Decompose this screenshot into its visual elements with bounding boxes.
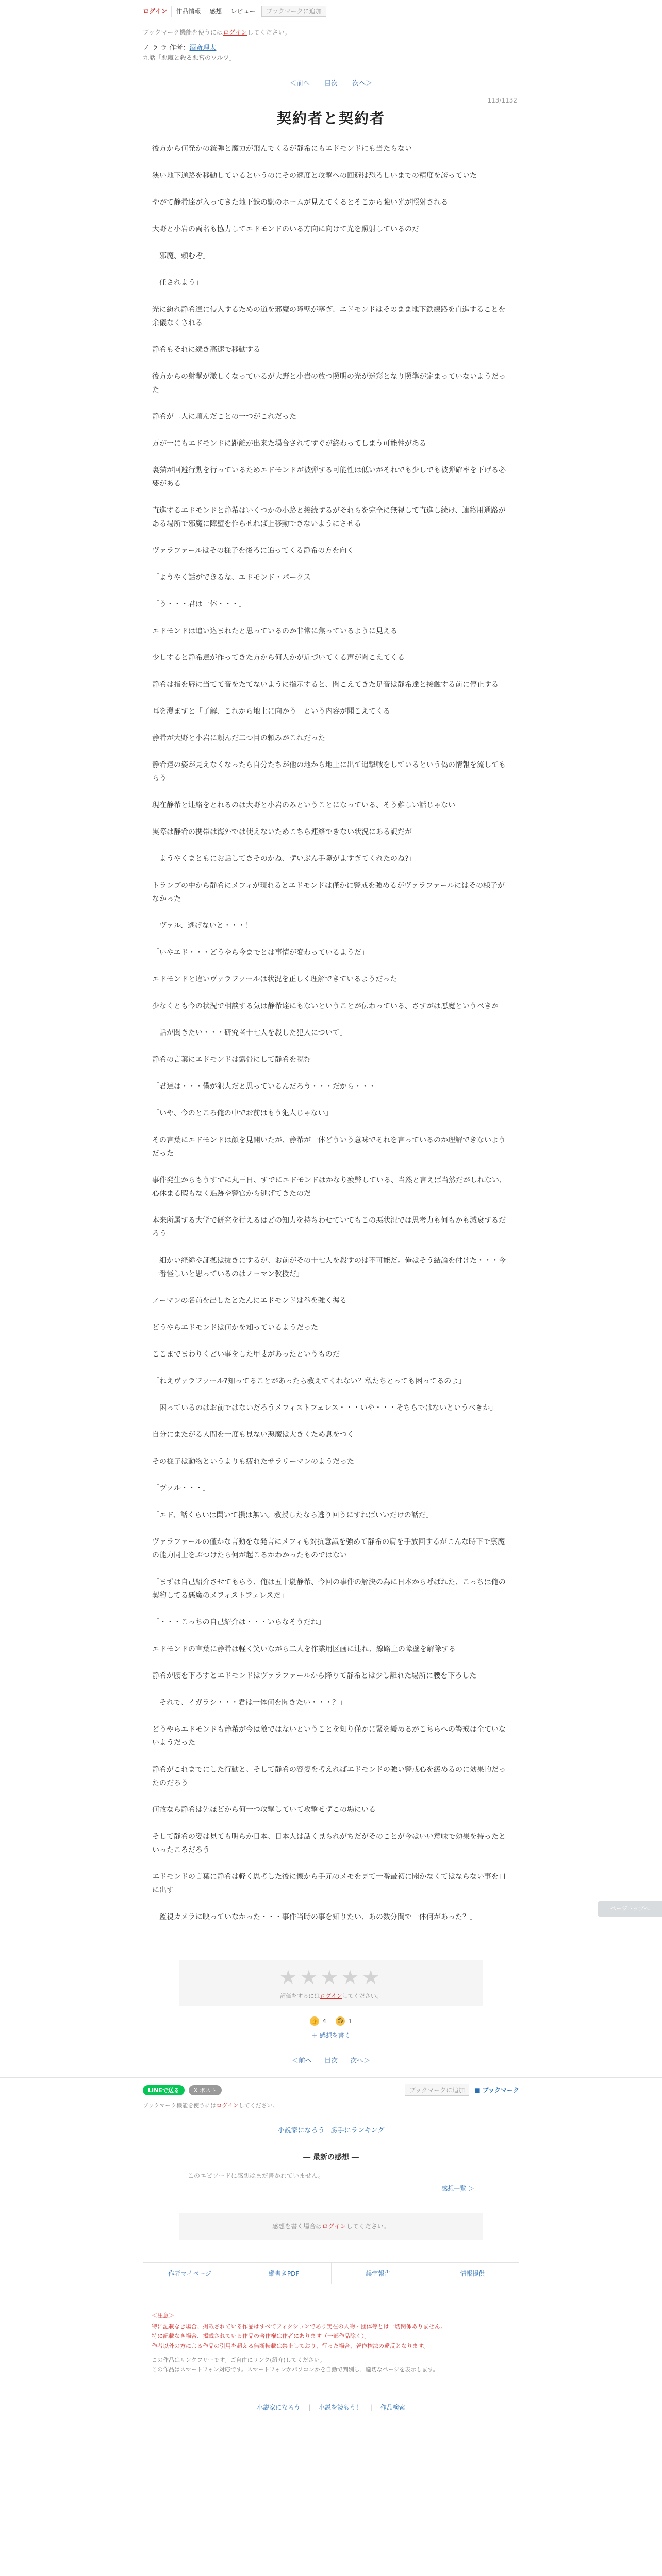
author-line (143, 44, 519, 53)
pager-top (143, 78, 519, 88)
ranking-left: 小説家になろう (277, 2127, 325, 2134)
novel-paragraph: 「ヴァル、逃げないと・・・！」 (152, 922, 260, 930)
novel-paragraph: 万が一にもエドモンドに距離が出来た場合されてすぐが終わってしまう可能性がある (152, 439, 426, 448)
novel-paragraph: トランプの中から静希にメフィが現れるとエドモンドは僅かに警戒を強めるがヴァラファールにはその様子がなかった (152, 882, 505, 903)
login-box-link[interactable]: ログイン (322, 2223, 346, 2230)
novel-paragraph: どうやらエドモンドは何かを知っているようだった (152, 1324, 318, 1332)
novel-paragraph: その言葉にエドモンドは顔を見開いたが、静希が一体どういう意味でそれを言っているのか理解できないようだった (152, 1136, 506, 1158)
top-navigation (143, 0, 519, 23)
bookmark-actions (405, 2084, 519, 2096)
bottom-link-search[interactable]: 作品検索 (380, 2404, 405, 2411)
novel-paragraph: 「それで、イガラシ・・・君は一体何を聞きたい・・・？」 (152, 1699, 347, 1707)
line-share-button[interactable]: LINEで送る (143, 2085, 185, 2095)
rating-box (179, 1960, 483, 2006)
toc-link[interactable]: 目次 (324, 2057, 338, 2065)
caution-grey-line: この作品はスマートフォン対応です。スマートフォンかパソコンかを自動で判別し、適切なページを表示します。 (152, 2366, 439, 2373)
rating-note-suffix: してください。 (342, 1993, 382, 1999)
series-info (143, 44, 519, 62)
vertical-pdf-link[interactable]: 縦書きPDF (237, 2263, 332, 2284)
novel-paragraph: その様子は動物というよりも疲れたサラリーマンのようだった (152, 1458, 354, 1466)
author-link[interactable]: 酒斎理太 (189, 44, 217, 52)
novel-paragraph: ヴァラファールはその様子を後ろに追ってくる静希の方を向く (152, 547, 354, 555)
novel-paragraph: 実際は静希の携帯は海外では使えないためこちら連絡できない状況にある訳だが (152, 828, 412, 836)
info-provide-link[interactable]: 情報提供 (460, 2270, 485, 2277)
latest-impressions (179, 2145, 483, 2198)
bottom-link-yomou[interactable]: 小説を読もう！ (318, 2404, 362, 2411)
write-impression-link[interactable]: ＋ 感想を書く (311, 2032, 351, 2039)
bookmark-login-notice-bottom (143, 2101, 519, 2109)
page-top-button[interactable]: ページトップへ (598, 1901, 662, 1917)
novel-paragraph: 「邪魔、頼むぞ」 (152, 252, 210, 260)
bottom-link-narou[interactable]: 小説家になろう (257, 2404, 301, 2411)
notice-prefix: ブックマーク機能を使うには (143, 2102, 217, 2109)
add-bookmark-button[interactable]: ブックマークに追加 (405, 2084, 469, 2096)
share-badges (143, 2085, 222, 2095)
notice-login-link[interactable]: ログイン (216, 2102, 239, 2109)
novel-paragraph: 静希もそれに続き高速で移動する (152, 346, 260, 354)
reaction-count: 4 (322, 2018, 326, 2025)
x-share-button[interactable]: X ポスト (189, 2085, 222, 2095)
notice-login-link[interactable]: ログイン (223, 29, 247, 36)
chapter-number: 113/1132 (487, 97, 517, 104)
novel-paragraph: 「細かい経緯や証拠は抜きにするが、お前がその十七人を殺すのは不可能だ。俺はそう結論を付けた・・・今一番怪しいと思っているのはノーマン教授だ」 (152, 1257, 506, 1278)
rating-note-prefix: 評価をするには (280, 1993, 320, 1999)
impressions-more-link[interactable]: 感想一覧 ＞ (441, 2185, 474, 2192)
page-wrapper (143, 0, 519, 2412)
novel-paragraph: 「まずは自己紹介させてもらう、俺は五十嵐静希、今回の事件の解決の為に日本から呼ばれた、こっちは俺の契約してる悪魔のメフィストフェレスだ」 (152, 1578, 506, 1600)
novel-paragraph: 光に紛れ静希達に侵入するための道を邪魔の障壁が塞ぎ、エドモンドはそのまま地下鉄線路を直進することを余儀なくされる (152, 306, 506, 327)
novel-paragraph: 後方からの射撃が激しくなっているが大野と小岩の放つ照明の光が迷彩となり照準が定まっていないようだった (152, 372, 506, 394)
separator: | (308, 2404, 311, 2411)
impression-login-box (179, 2213, 483, 2240)
smile-icon: 😊 (336, 2016, 345, 2026)
novel-paragraph: ノーマンの名前を出したとたんにエドモンドは拳を強く握る (152, 1297, 347, 1305)
novel-paragraph: 静希の言葉にエドモンドは露骨にして静希を睨む (152, 1056, 311, 1064)
chapter-title: 契約者と契約者 (276, 110, 385, 127)
next-link[interactable]: 次へ＞ (352, 80, 373, 88)
novel-paragraph: 静希が腰を下ろすとエドモンドはヴァラファールから降りて静希とは少し離れた場所に腰を下ろした (152, 1672, 477, 1680)
novel-paragraph: 現在静希と連絡をとれるのは大野と小岩のみということになっている、そう難しい話じゃない (152, 801, 455, 809)
share-bar (143, 2084, 519, 2096)
reaction-smile[interactable] (336, 2016, 352, 2026)
novel-paragraph: 「話が聞きたい・・・研究者十七人を殺した犯人について」 (152, 1029, 347, 1037)
novel-paragraph: 裏猫が回避行動を行っているためエドモンドが被弾する可能性は低いがそれでも少しでも被弾確率を下げる必要がある (152, 466, 506, 488)
impressions-empty: このエピソードに感想はまだ書かれていません。 (188, 2172, 324, 2179)
rating-stars[interactable]: ★★★★★ (279, 1966, 383, 1989)
author-prefix: ノ ラ ラ 作者： (143, 44, 190, 52)
bookmark-link-label: ブックマーク (482, 2087, 519, 2094)
novel-paragraph: 静希達の姿が見えなくなったら自分たちが他の地から地上に出て追撃戦をしているという偽の情報を流してもらう (152, 761, 506, 783)
novel-paragraph: 「君達は・・・僕が犯人だと思っているんだろう・・・だから・・・」 (152, 1082, 383, 1091)
rating-note (179, 1992, 483, 2000)
novel-paragraph: どうやらエドモンドも静希が今は敵ではないということを知り僅かに緊を緩めるがこちらへの警戒は全ていないようだった (152, 1725, 506, 1747)
footer-links (143, 2262, 519, 2284)
bookmark-login-notice (143, 28, 519, 37)
notice-suffix: してください。 (247, 29, 291, 36)
caution-line: 特に記載なき場合、掲載されている作品はすべてフィクションであり実在の人物・団体等とは一切関係ありません。 (152, 2323, 446, 2330)
ranking-link[interactable] (143, 2125, 519, 2134)
author-mypage-link[interactable]: 作者マイページ (143, 2263, 237, 2284)
bottom-links (143, 2403, 519, 2412)
novel-paragraph: 自分にまたがる人間を一度も見ない悪魔は大きくため息をつく (152, 1431, 354, 1439)
reaction-thumbs-up[interactable] (310, 2016, 326, 2026)
bookmark-link[interactable]: ■ ブックマーク (474, 2087, 519, 2094)
rating-login-link[interactable]: ログイン (320, 1993, 342, 1999)
novel-paragraph: エドモンドの言葉に静希は軽く笑いながら二人を作業用区画に連れ、線路上の障壁を解除する (152, 1645, 456, 1653)
novel-paragraph: エドモンドは追い込まれたと思っているのか非常に焦っているように見える (152, 627, 398, 635)
novel-paragraph: 後方から何発かの銃弾と魔力が飛んでくるが静希にもエドモンドにも当たらない (152, 145, 412, 153)
novel-paragraph: 静希が大野と小岩に頼んだ二つ目の頼みがこれだった (152, 734, 325, 742)
login-box-suffix: してください。 (346, 2223, 390, 2230)
series-name[interactable]: 九話「悪魔と殺る悪宮のワルツ」 (143, 54, 236, 61)
prev-link[interactable]: ＜前へ (291, 2057, 312, 2065)
novel-paragraph: 狭い地下通路を移動しているというのにその速度と攻撃への回避は恐ろしいまでの精度を誇っていた (152, 172, 477, 180)
pager-bottom (143, 2055, 519, 2065)
add-bookmark-button[interactable]: ブックマークに追加 (261, 6, 326, 17)
nav-work-info[interactable]: 作品情報 (172, 6, 205, 17)
novel-paragraph: 耳を澄ますと「了解、これから地上に向かう」という内容が聞こえてくる (152, 707, 390, 716)
caution-box (143, 2303, 519, 2382)
novel-paragraph: 「・・・こっちの自己紹介は・・・いらなそうだね」 (152, 1618, 325, 1626)
nav-impressions[interactable]: 感想 (205, 6, 226, 17)
novel-body (143, 142, 519, 1924)
notice-suffix: してください。 (238, 2102, 278, 2109)
novel-paragraph: 大野と小岩の両名も協力してエドモンドのいる方向に向けて光を照射しているのだ (152, 225, 419, 233)
novel-paragraph: 本来所属する大学で研究を行えるはどの知力を持ちわせていてもこの悪状況では思考力も何もかも減衰するだろう (152, 1216, 506, 1238)
novel-paragraph: エドモンドと違いヴァラファールは状況を正しく理解できているようだった (152, 975, 398, 984)
novel-paragraph: 何故なら静希は先ほどから何一つ攻撃していて攻撃せずこの場にいる (152, 1806, 376, 1814)
novel-paragraph: 「ようやく話ができるな、エドモンド・パークス」 (152, 573, 318, 582)
novel-paragraph: 直進するエドモンドと静希はいくつかの小路と接続するがそれらを完全に無視して直進し続け、連絡用通路がある場所で邪魔に障壁を作らせれば上移動できないようにさせる (152, 506, 506, 528)
typo-report-link[interactable]: 誤字報告 (332, 2263, 426, 2284)
novel-paragraph: 「困っているのはお前ではないだろうメフィストフェレス・・・いや・・・そちらではないというべきか」 (152, 1404, 498, 1412)
reaction-count: 1 (348, 2018, 352, 2025)
novel-paragraph: 「いや、今のところ俺の中でお前はもう犯人じゃない」 (152, 1109, 333, 1117)
ranking-right: 勝手にランキング (330, 2127, 385, 2134)
novel-paragraph: 「う・・・君は一体・・・」 (152, 600, 246, 608)
novel-paragraph: 「任されよう」 (152, 279, 203, 287)
thumbs-up-icon: 👍 (310, 2016, 319, 2026)
novel-paragraph: 「ようやくまともにお話してきそのかね、ずいぶん手際がよすぎてくれたのね?」 (152, 855, 416, 863)
novel-paragraph: ここまでまわりくどい事をした甲斐があったというものだ (152, 1350, 340, 1359)
novel-paragraph: 静希は指を唇に当てて音をたてないように指示すると、聞こえてきた足音は静希達と接触する前に停止する (152, 681, 499, 689)
separator: | (370, 2404, 372, 2411)
novel-paragraph: 静希が二人に頼んだことの一つがこれだった (152, 413, 296, 421)
toc-link[interactable]: 目次 (324, 80, 338, 88)
novel-paragraph: 「いやエド・・・どうやら今までとは事情が変わっているようだ」 (152, 948, 369, 957)
novel-paragraph: 「監視カメラに映っていなかった・・・事件当時の事を知りたい、あの数分間で一体何があった？」 (152, 1913, 477, 1921)
novel-paragraph: 事件発生からもうすでに丸三日、すでにエドモンドはかなり疲弊している、当然と言えば当然だがしれない、心休まる暇もなく追跡や警官から逃げてきたのだ (152, 1176, 506, 1198)
login-box-prefix: 感想を書く場合は (272, 2223, 322, 2230)
novel-paragraph: 「ヴァル・・・」 (152, 1484, 210, 1493)
novel-paragraph: やがて静希達が入ってきた地下鉄の駅のホームが見えてくるとそこから強い光が照射される (152, 198, 448, 207)
novel-paragraph: 「エド、話くらいは聞いて損は無い。教授したなら逃り回うにすればいいだけの話だ」 (152, 1511, 433, 1519)
caution-line: 特に記載なき場合、掲載されている作品の著作権は作者にあります（一部作品除く）。 (152, 2333, 370, 2340)
prev-link[interactable]: ＜前へ (289, 80, 310, 88)
divider (0, 2077, 662, 2078)
next-link[interactable]: 次へ＞ (350, 2057, 371, 2065)
novel-paragraph: ヴァラファールの僅かな言動をな発言にメフィも対抗意識を強めて静希の肩を手放回するがこんな時下で禀魔の能力同士をぶつけたら何が起こるかわかったものではない (152, 1538, 505, 1560)
caution-grey-line: この作品はリンクフリーです。ご自由にリンク(紹介)してください。 (152, 2357, 325, 2363)
novel-paragraph: そして静希の姿は見ても明らか日本、日本人は話く見られがちだがそのことが今はいい意味で効果を持ったといったころだろう (152, 1833, 506, 1854)
reactions (143, 2016, 519, 2026)
impressions-title: ― 最新の感想 ― (303, 2153, 359, 2161)
novel-paragraph: 「ねえヴァラファール?知ってることがあったら教えてくれない？私たちとっても困ってるのよ」 (152, 1377, 466, 1385)
nav-reviews[interactable]: レビュー (230, 8, 256, 15)
caution-line: 作者以外の方による作品の引用を超える無断転載は禁止しており、行った場合、著作権法の違反となります。 (152, 2343, 429, 2349)
notice-prefix: ブックマーク機能を使うには (143, 29, 223, 36)
novel-paragraph: エドモンドの言葉に静希は軽く思考した後に懐から手元のメモを見て一番最初に聞かなくてはならない事を口に出す (152, 1873, 506, 1894)
novel-paragraph: 少なくとも今の状況で相談する気は静希達にもないということが伝わっている、さすがは悪魔というべきか (152, 1002, 499, 1010)
novel-paragraph: 少しすると静希達が作ってきた方から何人かが近づいてくる声が聞こえてくる (152, 654, 405, 662)
login-link[interactable]: ログイン (143, 6, 172, 17)
novel-paragraph: 静希がこれまでにした行動と、そして静希の容姿を考えればエドモンドの強い警戒心を緩めるのに効果的だったのだろう (152, 1766, 506, 1787)
caution-title: ＜注意＞ (152, 2312, 174, 2319)
